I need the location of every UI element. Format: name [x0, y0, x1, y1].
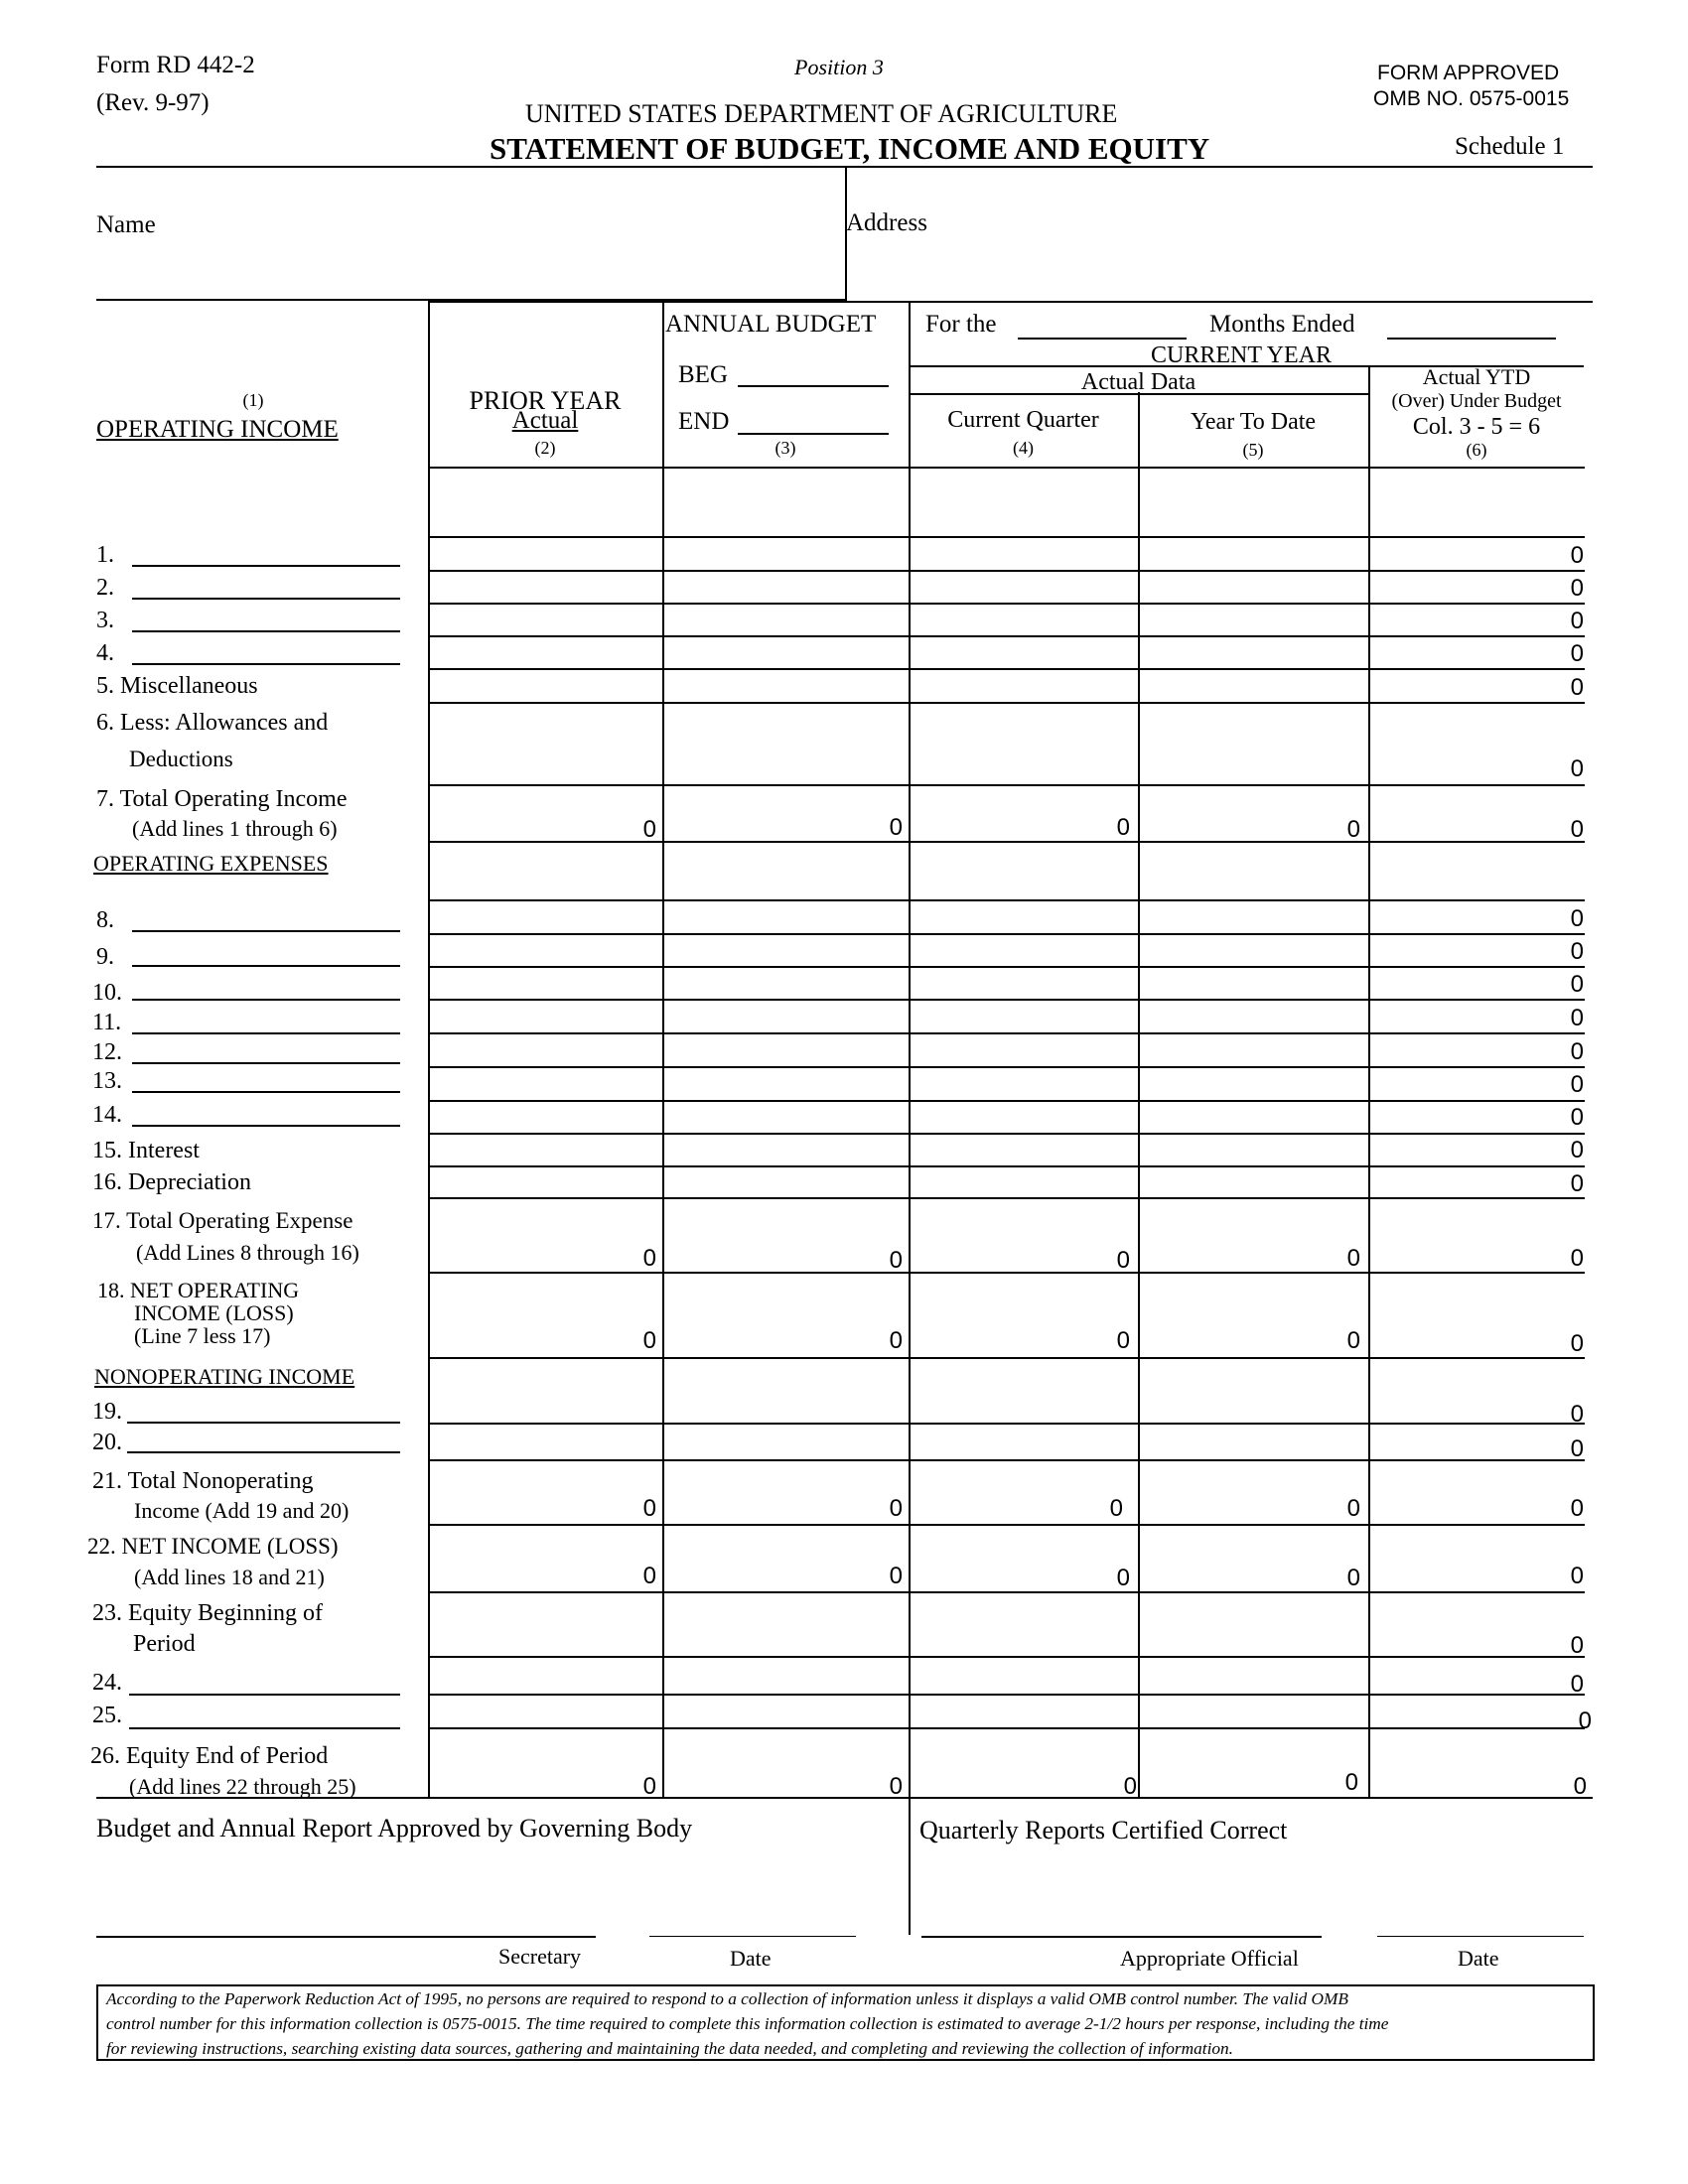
line-6-label-cont: Deductions — [129, 747, 233, 771]
col-formula: Col. 3 - 5 = 6 — [1412, 414, 1541, 440]
col-header-top-rule — [428, 301, 909, 303]
line-5-col6: 0 — [1570, 674, 1584, 701]
line-1-blank[interactable] — [132, 565, 400, 567]
omb-number: OMB NO. 0575-0015 — [1373, 87, 1570, 110]
line-8-blank[interactable] — [132, 930, 400, 932]
line-25-blank[interactable] — [129, 1727, 400, 1729]
line-11-label: 11. — [92, 1010, 122, 1035]
line-15-label: 15. Interest — [92, 1138, 200, 1163]
line-18-col4: 0 — [1116, 1327, 1130, 1354]
line-22-col6: 0 — [1570, 1563, 1584, 1589]
beg-date-field[interactable] — [738, 385, 889, 387]
line-10-col6: 0 — [1570, 971, 1584, 998]
official-date-label: Date — [1458, 1946, 1499, 1971]
col1-number: (1) — [242, 390, 264, 410]
line-9-label: 9. — [96, 944, 114, 970]
line-18-sublabel: (Line 7 less 17) — [134, 1323, 271, 1348]
line-26-col3: 0 — [889, 1773, 903, 1800]
line-26-col2: 0 — [642, 1773, 656, 1800]
line-5-label: 5. Miscellaneous — [96, 673, 258, 699]
line-21-col6: 0 — [1570, 1495, 1584, 1522]
line-23-label: 23. Equity Beginning of — [92, 1600, 323, 1626]
line-22-sublabel: (Add lines 18 and 21) — [134, 1565, 325, 1589]
form-number: Form RD 442-2 — [96, 52, 255, 78]
address-field[interactable] — [850, 206, 1590, 298]
address-label: Address — [846, 209, 927, 236]
line-17-col5: 0 — [1346, 1245, 1360, 1272]
line-18-col2: 0 — [642, 1327, 656, 1354]
line-14-label: 14. — [92, 1102, 122, 1128]
line-2-blank[interactable] — [132, 598, 400, 600]
col2-left-line — [428, 301, 430, 1797]
name-label: Name — [96, 211, 156, 238]
line-2-label: 2. — [96, 575, 114, 601]
form-approved-label: FORM APPROVED — [1377, 62, 1560, 84]
line-26-label: 26. Equity End of Period — [90, 1743, 329, 1769]
secretary-date-label: Date — [730, 1946, 772, 1971]
months-ended-date-field[interactable] — [1387, 338, 1556, 340]
line-17-col2: 0 — [642, 1245, 656, 1272]
line-12-blank[interactable] — [132, 1062, 400, 1064]
line-2-col6: 0 — [1570, 575, 1584, 602]
line-20-label: 20. — [92, 1430, 122, 1455]
line-20-blank[interactable] — [127, 1451, 400, 1453]
months-ended-label: Months Ended — [1209, 311, 1355, 338]
line-22-col5: 0 — [1346, 1565, 1360, 1591]
line-14-blank[interactable] — [132, 1125, 400, 1127]
line-21-col3: 0 — [889, 1495, 903, 1522]
current-quarter-heading: Current Quarter — [947, 407, 1099, 433]
col3-number: (3) — [774, 438, 796, 458]
line-9-blank[interactable] — [132, 965, 400, 967]
line-24-col6: 0 — [1570, 1671, 1584, 1698]
line-18-col5: 0 — [1346, 1327, 1360, 1354]
notice-line-2: control number for this information collection is 0575-0015. The time required to complete this information collection is estimated to average 2-1/2 hours per response, including the time — [106, 2014, 1389, 2033]
secretary-label: Secretary — [498, 1944, 582, 1969]
form-title: STATEMENT OF BUDGET, INCOME AND EQUITY — [490, 131, 1210, 166]
line-26-sublabel: (Add lines 22 through 25) — [129, 1774, 356, 1799]
actual-heading: Actual — [511, 407, 579, 434]
line-8-label: 8. — [96, 907, 114, 933]
line-13-label: 13. — [92, 1068, 122, 1094]
line-22-col4: 0 — [1116, 1565, 1130, 1591]
line-19-label: 19. — [92, 1399, 122, 1425]
official-label: Appropriate Official — [1120, 1946, 1299, 1971]
over-under-heading: (Over) Under Budget — [1391, 390, 1562, 412]
line-6-col6: 0 — [1570, 755, 1584, 782]
line-18-label-cont: INCOME (LOSS) — [134, 1300, 294, 1325]
official-date-line[interactable] — [1377, 1936, 1584, 1937]
line-18-col3: 0 — [889, 1327, 903, 1354]
form-revision: (Rev. 9-97) — [96, 89, 210, 116]
line-17-label: 17. Total Operating Expense — [92, 1208, 353, 1233]
line-12-col6: 0 — [1570, 1038, 1584, 1065]
line-23-label-cont: Period — [133, 1631, 196, 1657]
line-7-col5: 0 — [1346, 816, 1360, 843]
line-25-label: 25. — [92, 1703, 122, 1728]
line-17-col6: 0 — [1570, 1245, 1584, 1272]
actual-data-heading: Actual Data — [1080, 369, 1196, 395]
actual-ytd-heading: Actual YTD — [1422, 364, 1531, 389]
department-name: UNITED STATES DEPARTMENT OF AGRICULTURE — [525, 99, 1118, 128]
prior-year-heading: PRIOR YEAR — [469, 386, 622, 415]
line-21-col2: 0 — [642, 1495, 656, 1522]
col2-number: (2) — [534, 438, 556, 458]
line-4-label: 4. — [96, 640, 114, 666]
months-field[interactable] — [1018, 338, 1187, 340]
line-7-sublabel: (Add lines 1 through 6) — [132, 816, 338, 841]
line-26-col6: 0 — [1573, 1773, 1587, 1800]
line-21-col5: 0 — [1346, 1495, 1360, 1522]
line-16-label: 16. Depreciation — [92, 1169, 251, 1195]
line-4-col6: 0 — [1570, 640, 1584, 667]
line-18-col6: 0 — [1570, 1330, 1584, 1357]
for-the-label: For the — [925, 311, 997, 338]
official-signature-line[interactable] — [921, 1936, 1322, 1938]
nonoperating-income-heading: NONOPERATING INCOME — [94, 1364, 355, 1389]
line-9-col6: 0 — [1570, 938, 1584, 965]
col5-number: (5) — [1242, 440, 1264, 460]
schedule-label: Schedule 1 — [1455, 133, 1565, 160]
line-21-col4: 0 — [1109, 1495, 1123, 1522]
line-22-col3: 0 — [889, 1563, 903, 1589]
notice-line-3: for reviewing instructions, searching existing data sources, gathering and maintaining the data needed, and completing and reviewing the collection of information. — [106, 2039, 1233, 2058]
line-12-label: 12. — [92, 1039, 122, 1065]
line-21-sublabel: Income (Add 19 and 20) — [134, 1498, 350, 1523]
end-label: END — [678, 408, 730, 435]
line-7-col4: 0 — [1116, 814, 1130, 841]
line-11-blank[interactable] — [132, 1032, 400, 1034]
annual-budget-heading: ANNUAL BUDGET — [665, 311, 877, 338]
col6-number: (6) — [1466, 440, 1487, 460]
line-19-col6: 0 — [1570, 1401, 1584, 1428]
end-date-field[interactable] — [738, 433, 889, 435]
current-year-heading: CURRENT YEAR — [1150, 342, 1332, 368]
position-label: Position 3 — [794, 55, 884, 79]
line-22-col2: 0 — [642, 1563, 656, 1589]
line-3-label: 3. — [96, 608, 114, 633]
line-21-label: 21. Total Nonoperating — [92, 1468, 314, 1494]
certified-label: Quarterly Reports Certified Correct — [919, 1816, 1288, 1844]
col6-left-line — [1368, 367, 1370, 1797]
line-10-blank[interactable] — [132, 999, 400, 1001]
line-24-label: 24. — [92, 1670, 122, 1696]
line-6-label: 6. Less: Allowances and — [96, 710, 329, 736]
line-26-col4: 0 — [1123, 1773, 1137, 1800]
line-7-col6: 0 — [1570, 816, 1584, 843]
name-field[interactable] — [99, 206, 839, 298]
year-to-date-heading: Year To Date — [1190, 409, 1317, 435]
line-3-col6: 0 — [1570, 608, 1584, 634]
secretary-date-line[interactable] — [649, 1936, 856, 1937]
line-26-col5: 0 — [1344, 1769, 1358, 1796]
paperwork-notice — [96, 1984, 1595, 2061]
line-16-col6: 0 — [1570, 1170, 1584, 1197]
col3-left-line — [662, 301, 664, 1797]
line-25-col6: 0 — [1578, 1707, 1592, 1734]
line-1-col6: 0 — [1570, 542, 1584, 569]
line-17-sublabel: (Add Lines 8 through 16) — [136, 1240, 359, 1265]
col-header-bottom-rule — [428, 467, 1585, 469]
approved-by-label: Budget and Annual Report Approved by Governing Body — [96, 1814, 693, 1843]
line-22-label: 22. NET INCOME (LOSS) — [87, 1534, 339, 1559]
beg-label: BEG — [678, 361, 728, 388]
line-13-blank[interactable] — [132, 1091, 400, 1093]
secretary-signature-line[interactable] — [96, 1936, 596, 1938]
line-14-col6: 0 — [1570, 1104, 1584, 1131]
line-17-col4: 0 — [1116, 1247, 1130, 1274]
line-3-blank[interactable] — [132, 630, 400, 632]
line-1-label: 1. — [96, 542, 114, 568]
col4-number: (4) — [1013, 438, 1034, 458]
notice-line-1: According to the Paperwork Reduction Act of 1995, no persons are required to respond to a collection of information unless it displays a valid OMB control number. The valid OMB — [106, 1989, 1348, 2008]
line-17-col3: 0 — [889, 1247, 903, 1274]
line-24-blank[interactable] — [129, 1694, 400, 1696]
line-8-col6: 0 — [1570, 905, 1584, 932]
line-7-label: 7. Total Operating Income — [96, 786, 348, 812]
line-7-col2: 0 — [642, 816, 656, 843]
line-20-col6: 0 — [1570, 1435, 1584, 1462]
line-13-col6: 0 — [1570, 1071, 1584, 1098]
line-4-blank[interactable] — [132, 663, 400, 665]
address-bottom-rule — [845, 301, 1593, 303]
operating-income-heading: OPERATING INCOME — [96, 416, 339, 443]
line-10-label: 10. — [92, 980, 122, 1006]
operating-expenses-heading: OPERATING EXPENSES — [93, 851, 329, 876]
line-7-col3: 0 — [889, 814, 903, 841]
line-11-col6: 0 — [1570, 1005, 1584, 1031]
col4-left-line — [909, 301, 911, 1935]
line-19-blank[interactable] — [127, 1422, 400, 1424]
line-15-col6: 0 — [1570, 1137, 1584, 1163]
line-23-col6: 0 — [1570, 1632, 1584, 1659]
line-18-label: 18. NET OPERATING — [97, 1278, 300, 1302]
